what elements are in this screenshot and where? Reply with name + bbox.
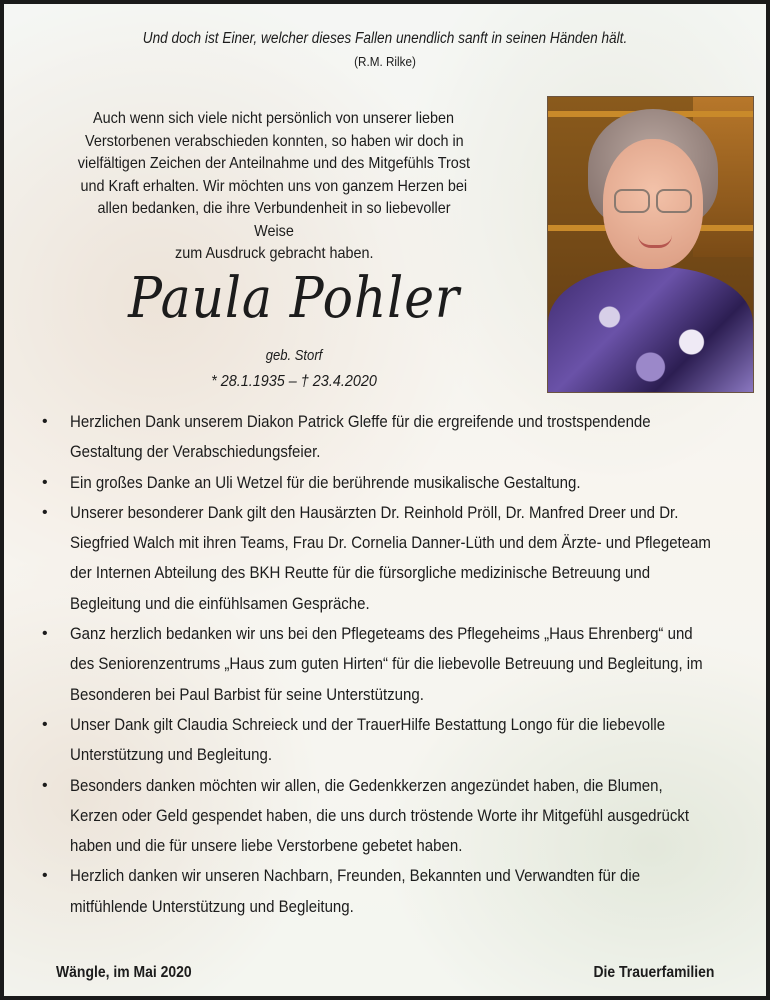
list-item-text: Ganz herzlich bedanken wir uns bei den Pflegeteams des Pflegeheims „Haus Ehrenberg“ und des Seniorenzentrums „Haus zum guten Hirten“ für die liebevolle Betreuung und Begleitung, im Besonderen bei Paul Barbist für seine Unterstützung. [70, 625, 703, 704]
list-item-text: Herzlichen Dank unserem Diakon Patrick Gleffe für die ergreifende und trostspendende Gestaltung der Verabschiedungsfeier. [70, 413, 651, 462]
place-date: Wängle, im Mai 2020 [56, 964, 192, 981]
list-item [42, 619, 742, 710]
portrait-glasses [614, 189, 692, 211]
notice-content [4, 4, 766, 996]
bullet-icon: • [42, 715, 48, 733]
list-item [42, 468, 742, 498]
list-item [42, 498, 742, 619]
list-item-text: Besonders danken möchten wir allen, die Gedenkkerzen angezündet haben, die Blumen, Kerzen oder Geld gespendet haben, die uns durch tröstende Worte ihr Mitgefühl ausgedrückt haben und die für unsere liebe Verstorbene gebetet haben. [70, 776, 690, 856]
intro-line: zum Ausdruck gebracht haben. [174, 245, 374, 262]
bullet-icon: • [42, 503, 48, 521]
deceased-name: Paula Pohler [128, 266, 460, 331]
list-item-text: Unser Dank gilt Claudia Schreieck und der TrauerHilfe Bestattung Longo für die liebevolle Unterstützung und Begleitung. [70, 715, 666, 765]
portrait-photo [547, 96, 754, 393]
intro-line: und Kraft erhalten. Wir möchten uns von ganzem Herzen bei [80, 177, 468, 195]
portrait-blouse [548, 267, 753, 392]
list-item-text: Unserer besonderer Dank gilt den Hausärzten Dr. Reinhold Pröll, Dr. Manfred Dreer und Dr. Siegfried Walch mit ihren Teams, Frau Dr. Cornelia Danner-Lüth und dem Ärzte- und Pflegeteam der Internen Abteilung des BKH Reutte für die fürsorgliche medizinische Betreuung und Begleitung und die einfühlsamen Gespräche. [70, 503, 711, 613]
intro-line: allen bedanken, die ihre Verbundenheit in so liebevoller Weise [97, 200, 451, 240]
signature: Die Trauerfamilien [593, 964, 714, 981]
list-item-text: Ein großes Danke an Uli Wetzel für die berührende musikalische Gestaltung. [70, 473, 581, 492]
bullet-icon: • [42, 776, 48, 794]
intro-line: Verstorbenen verabschieden konnten, so haben wir doch in [84, 132, 464, 150]
intro-line: Auch wenn sich viele nicht persönlich von unserer lieben [93, 110, 455, 127]
bullet-icon: • [42, 413, 48, 430]
bullet-icon: • [42, 867, 48, 885]
list-item-text: Herzlich danken wir unseren Nachbarn, Freunden, Bekannten und Verwandten für die mitfühlende Unterstützung und Begleitung. [70, 867, 641, 916]
list-item [42, 771, 742, 862]
list-item [42, 861, 742, 922]
bullet-icon: • [42, 473, 48, 491]
motto-author: (R.M. Rilke) [354, 54, 416, 69]
intro-text [56, 108, 492, 266]
motto-quote: Und doch ist Einer, welcher dieses Fallen unendlich sanft in seinen Händen hält. [142, 30, 628, 47]
list-item [42, 710, 742, 771]
bullet-icon: • [42, 625, 48, 643]
intro-line: vielfältigen Zeichen der Anteilnahme und des Mitgefühls Trost [77, 155, 471, 172]
list-item [42, 407, 742, 468]
life-dates: * 28.1.1935 – † 23.4.2020 [211, 373, 377, 390]
birth-name: geb. Storf [265, 348, 323, 364]
thanks-list [42, 407, 742, 922]
